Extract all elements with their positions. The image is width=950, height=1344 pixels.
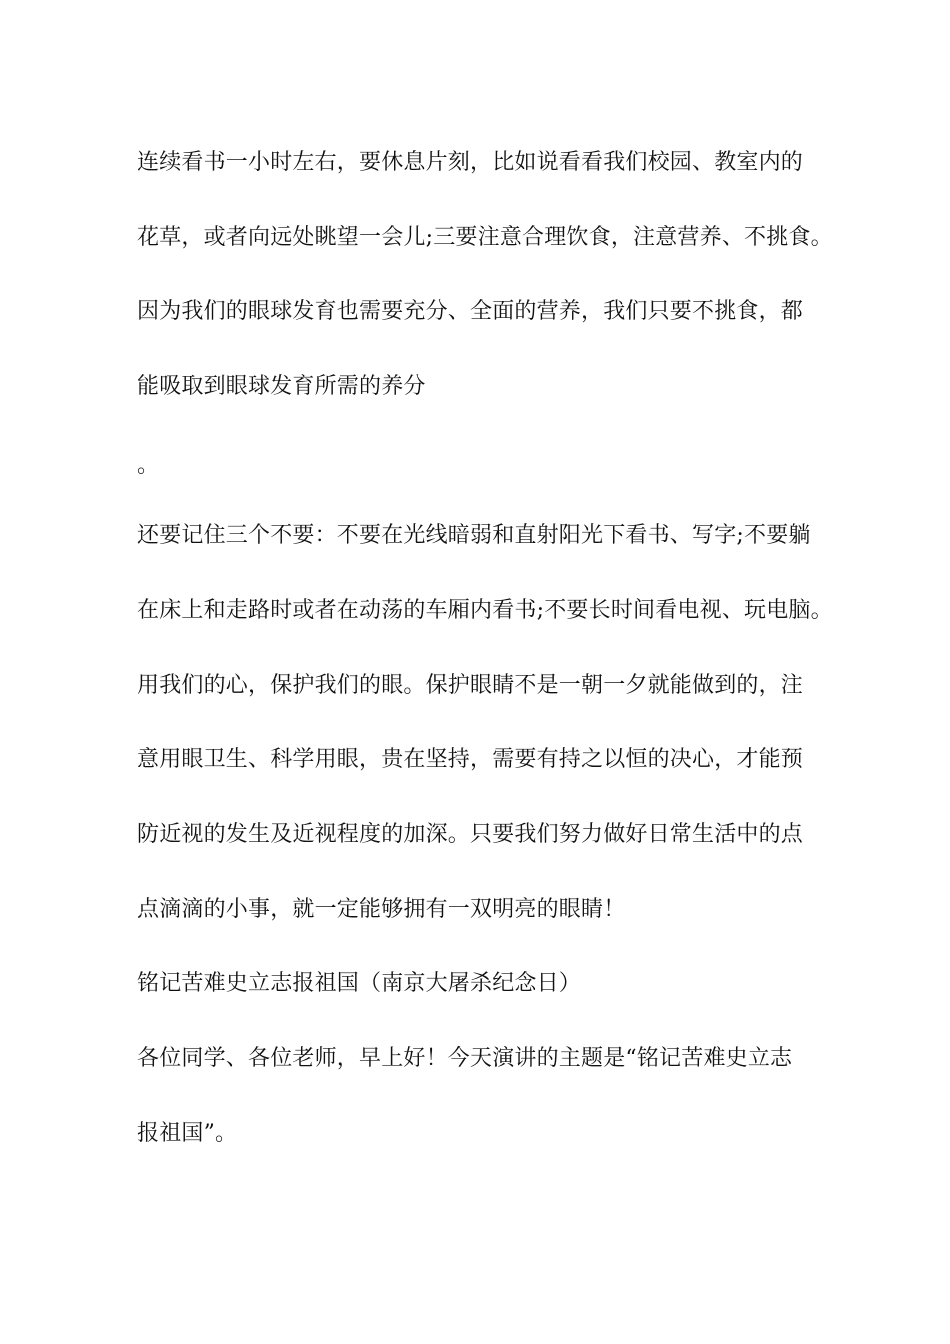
- paragraph-line-7: 在床上和走路时或者在动荡的车厢内看书;不要长时间看电视、玩电脑。: [137, 598, 833, 623]
- paragraph-line-8: 用我们的心，保护我们的眼。保护眼睛不是一朝一夕就能做到的，注: [137, 673, 804, 698]
- paragraph-line-5: 。: [137, 453, 160, 478]
- section-heading: 铭记苦难史立志报祖国（南京大屠杀纪念日）: [137, 971, 582, 996]
- paragraph-line-9: 意用眼卫生、科学用眼，贵在坚持，需要有持之以恒的决心，才能预: [137, 747, 804, 772]
- paragraph-line-3: 因为我们的眼球发育也需要充分、全面的营养，我们只要不挑食，都: [137, 299, 804, 324]
- paragraph-line-6: 还要记住三个不要：不要在光线暗弱和直射阳光下看书、写字;不要躺: [137, 523, 811, 548]
- paragraph-line-10: 防近视的发生及近视程度的加深。只要我们努力做好日常生活中的点: [137, 822, 804, 847]
- paragraph-line-13: 各位同学、各位老师，早上好！今天演讲的主题是“铭记苦难史立志: [137, 1046, 793, 1071]
- paragraph-line-1: 连续看书一小时左右，要休息片刻，比如说看看我们校园、教室内的: [137, 150, 804, 175]
- paragraph-line-11: 点滴滴的小事，就一定能够拥有一双明亮的眼睛！: [137, 897, 626, 922]
- paragraph-line-14: 报祖国”。: [137, 1121, 238, 1146]
- paragraph-line-4: 能吸取到眼球发育所需的养分: [137, 374, 426, 399]
- paragraph-line-2: 花草，或者向远处眺望一会儿;三要注意合理饮食，注意营养、不挑食。: [137, 225, 833, 250]
